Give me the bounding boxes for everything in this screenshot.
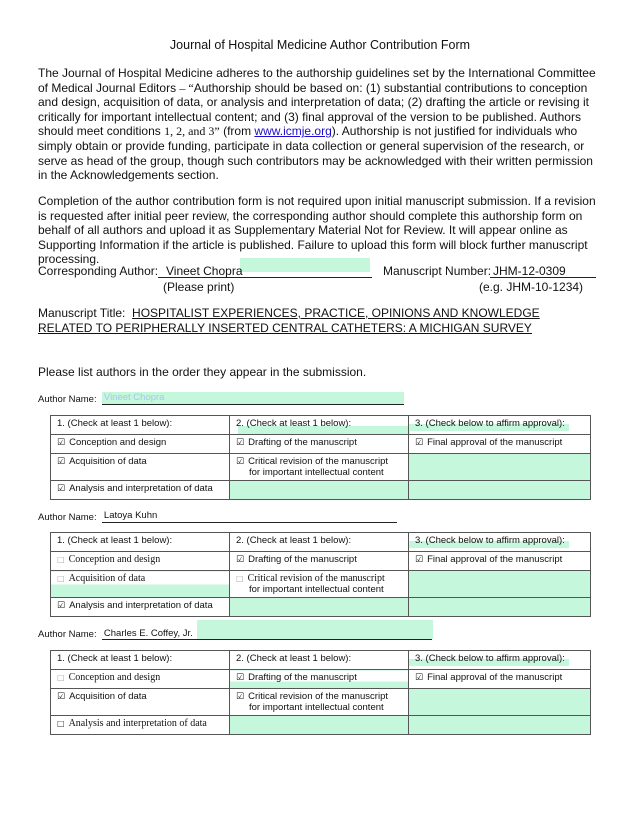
final-approval-checkbox[interactable]: ☑ Final approval of the manuscript <box>409 435 591 454</box>
corresponding-author-input[interactable]: Vineet Chopra <box>166 264 243 278</box>
guidelines-paragraph: The Journal of Hospital Medicine adheres to the authorship guidelines set by the International Committee of Medical Journal Editors – “Authorship should be based on: (1) substantial contributions to conception and design, acquisition of data, or analysis and interpretation of data; (2) drafting the article or revising it critically for important intellectual content; and (3) final approval of the version to be published. Authors should meet conditions 1, 2, and 3” (from www.icmje.org). Authorship is not justified for individuals who simply obtain or provide funding, participate in data collection or general supervision of the research, or serve as head of the group, though such contributors may be acknowledged with their written permission in the Acknowledgements section. <box>38 66 596 183</box>
author-2-label: Author Name: <box>38 512 97 523</box>
drafting-checkbox[interactable]: ☑ Drafting of the manuscript <box>230 552 409 571</box>
checked-checkbox-icon: ☑ <box>415 673 424 683</box>
analysis-checkbox[interactable]: ☑ Analysis and interpretation of data <box>51 598 230 617</box>
author-1-row <box>38 392 404 405</box>
conception-checkbox[interactable]: □ Conception and design <box>51 670 230 689</box>
author-2-field[interactable] <box>102 510 397 523</box>
manuscript-number-label: Manuscript Number: <box>383 264 492 278</box>
final-approval-checkbox[interactable]: ☑ Final approval of the manuscript <box>409 552 591 571</box>
checked-checkbox-icon: ☑ <box>415 555 424 565</box>
empty-cell <box>230 716 409 735</box>
author-2-row <box>38 510 397 523</box>
col3-header: 3. (Check below to affirm approval): <box>409 416 591 435</box>
col3-header: 3. (Check below to affirm approval): <box>409 651 591 670</box>
col1-header: 1. (Check at least 1 below): <box>51 651 230 670</box>
author-1-label: Author Name: <box>38 394 97 405</box>
completion-paragraph: Completion of the author contribution form is not required upon initial manuscript submission. If a revision is requested after initial peer review, the corresponding author should complete this authorship form on behalf of all authors and upload it as Supplementary Material Not for Review. It will appear online as Supporting Information if the article is published. Failure to upload this form will block further manuscript processing. <box>38 194 596 267</box>
conception-checkbox[interactable]: □ Conception and design <box>51 552 230 571</box>
empty-cell <box>230 598 409 617</box>
col3-header: 3. (Check below to affirm approval): <box>409 533 591 552</box>
analysis-checkbox[interactable]: ☑ Analysis and interpretation of data <box>51 481 230 500</box>
analysis-checkbox[interactable]: □ Analysis and interpretation of data <box>51 716 230 735</box>
checked-checkbox-icon: ☑ <box>236 692 245 702</box>
form-title: Journal of Hospital Medicine Author Contribution Form <box>169 38 471 52</box>
checked-checkbox-icon: ☑ <box>236 438 245 448</box>
checked-checkbox-icon: ☑ <box>236 555 245 565</box>
checked-checkbox-icon: ☑ <box>415 438 424 448</box>
author-1-contribution-table <box>50 415 591 500</box>
drafting-checkbox[interactable]: ☑ Drafting of the manuscript <box>230 435 409 454</box>
checked-checkbox-icon: ☑ <box>57 601 66 611</box>
critical-revision-checkbox[interactable]: □ Critical revision of the manuscript for important intellectual content <box>230 571 409 598</box>
checked-checkbox-icon: ☑ <box>57 484 66 494</box>
unchecked-checkbox-icon: □ <box>57 574 65 583</box>
manuscript-number-hint: (e.g. JHM-10-1234) <box>479 280 584 294</box>
drafting-checkbox[interactable]: ☑ Drafting of the manuscript <box>230 670 409 689</box>
critical-revision-checkbox[interactable]: ☑ Critical revision of the manuscript for important intellectual content <box>230 689 409 716</box>
empty-cell <box>409 571 591 598</box>
manuscript-title-line2[interactable]: RELATED TO PERIPHERALLY INSERTED CENTRAL CATHETERS: A MICHIGAN SURVEY <box>38 321 532 335</box>
col2-header: 2. (Check at least 1 below): <box>230 533 409 552</box>
checked-checkbox-icon: ☑ <box>57 438 66 448</box>
unchecked-checkbox-icon: □ <box>57 555 65 564</box>
author-1-name: Vineet Chopra <box>103 392 165 403</box>
author-1-field[interactable] <box>102 392 404 405</box>
empty-cell <box>409 689 591 716</box>
acquisition-checkbox[interactable]: □ Acquisition of data <box>51 571 230 598</box>
author-3-name: Charles E. Coffey, Jr. <box>103 628 193 639</box>
acquisition-checkbox[interactable]: ☑ Acquisition of data <box>51 689 230 716</box>
col1-header: 1. (Check at least 1 below): <box>51 533 230 552</box>
checked-checkbox-icon: ☑ <box>57 457 66 467</box>
col1-header: 1. (Check at least 1 below): <box>51 416 230 435</box>
manuscript-title <box>38 306 608 336</box>
col2-header: 2. (Check at least 1 below): <box>230 416 409 435</box>
unchecked-checkbox-icon: □ <box>57 719 65 728</box>
empty-cell <box>230 481 409 500</box>
author-3-field[interactable] <box>102 628 432 640</box>
empty-cell <box>409 598 591 617</box>
manuscript-title-label: Manuscript Title: <box>38 306 126 320</box>
corresponding-author-field-highlight <box>240 258 370 272</box>
instruction-text: Please list authors in the order they appear in the submission. <box>38 365 367 379</box>
col2-header: 2. (Check at least 1 below): <box>230 651 409 670</box>
checked-checkbox-icon: ☑ <box>236 457 245 467</box>
unchecked-checkbox-icon: □ <box>236 574 244 583</box>
corresponding-author-label: Corresponding Author: <box>38 264 159 278</box>
author-2-contribution-table <box>50 532 591 617</box>
conception-checkbox[interactable]: ☑ Conception and design <box>51 435 230 454</box>
manuscript-number-input[interactable]: JHM-12-0309 <box>493 264 566 278</box>
manuscript-title-line1[interactable]: HOSPITALIST EXPERIENCES, PRACTICE, OPINIONS AND KNOWLEDGE <box>132 306 540 320</box>
author-2-name: Latoya Kuhn <box>103 510 158 521</box>
final-approval-checkbox[interactable]: ☑ Final approval of the manuscript <box>409 670 591 689</box>
critical-revision-checkbox[interactable]: ☑ Critical revision of the manuscript for important intellectual content <box>230 454 409 481</box>
unchecked-checkbox-icon: □ <box>57 673 65 682</box>
empty-cell <box>409 481 591 500</box>
corresponding-author-hint: (Please print) <box>163 280 235 294</box>
author-3-row <box>38 628 432 640</box>
empty-cell <box>409 454 591 481</box>
author-3-label: Author Name: <box>38 629 97 640</box>
empty-cell <box>409 716 591 735</box>
checked-checkbox-icon: ☑ <box>57 692 66 702</box>
author-3-contribution-table <box>50 650 591 735</box>
acquisition-checkbox[interactable]: ☑ Acquisition of data <box>51 454 230 481</box>
icmje-link[interactable]: www.icmje.org <box>254 124 332 139</box>
checked-checkbox-icon: ☑ <box>236 673 245 683</box>
